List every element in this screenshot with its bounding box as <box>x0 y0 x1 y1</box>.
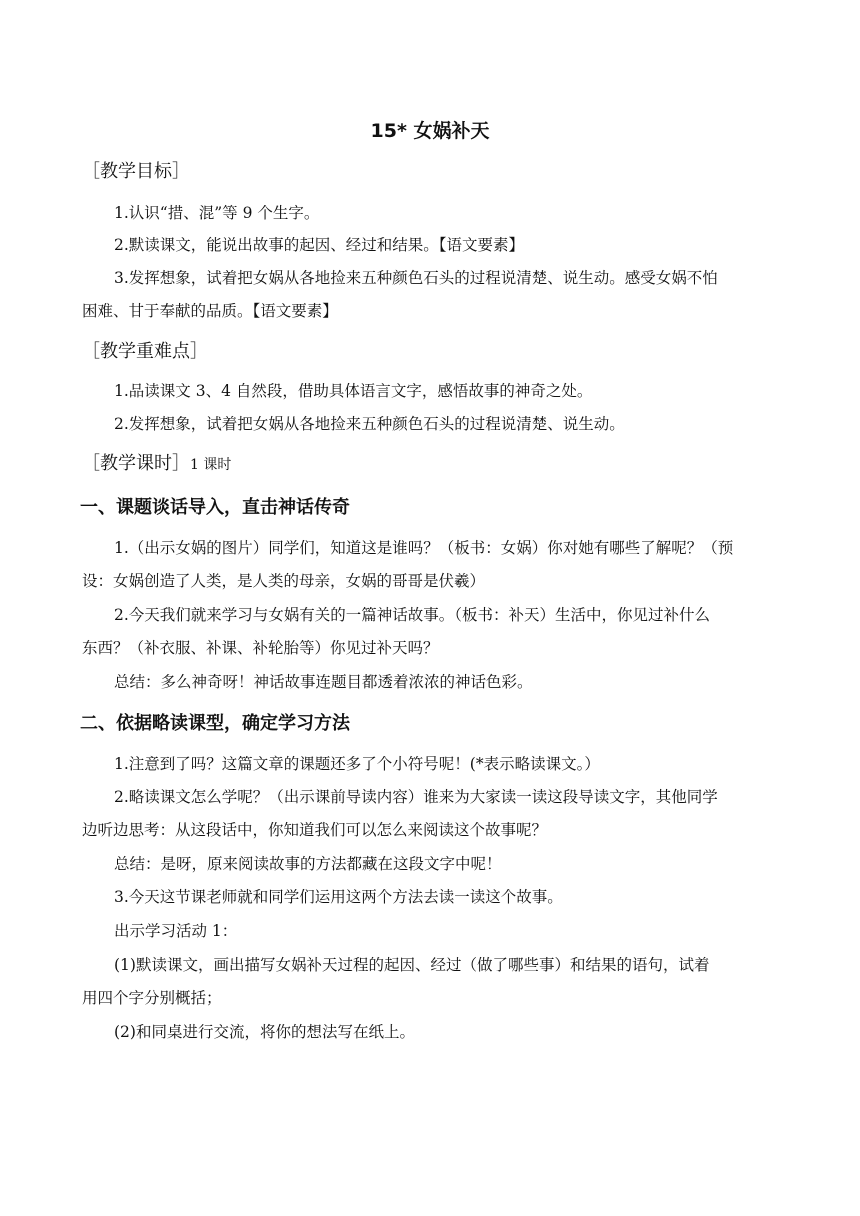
activity-label: 出示学习活动 1： <box>114 922 238 940</box>
section-1-para-1-line-2: 设：女娲创造了人类，是人类的母亲，女娲的哥哥是伏羲） <box>82 572 486 590</box>
hours-value: 1 课时 <box>190 457 232 473</box>
goal-1: 1.认识“措、混”等 9 个生字。 <box>114 204 320 222</box>
hours-label: ［教学课时］ <box>82 453 190 474</box>
keypoint-1: 1.品读课文 3、4 自然段，借助具体语言文字，感悟故事的神奇之处。 <box>114 382 593 400</box>
keypoint-2: 2.发挥想象，试着把女娲从各地捡来五种颜色石头的过程说清楚、说生动。 <box>114 415 625 433</box>
section-1-para-2-line-1: 2.今天我们就来学习与女娲有关的一篇神话故事。（板书：补天）生活中，你见过补什么 <box>114 606 711 624</box>
goal-2: 2.默读课文，能说出故事的起因、经过和结果。【语文要素】 <box>114 236 525 254</box>
goal-3-line-1: 3.发挥想象，试着把女娲从各地捡来五种颜色石头的过程说清楚、说生动。感受女娲不怕 <box>114 269 718 287</box>
goal-3-line-2: 困难、甘于奉献的品质。【语文要素】 <box>82 302 338 320</box>
keypoints-label: ［教学重难点］ <box>82 341 208 362</box>
lesson-title: 15* 女娲补天 <box>370 120 490 142</box>
section-1-summary: 总结：多么神奇呀！神话故事连题目都透着浓浓的神话色彩。 <box>114 673 533 691</box>
section-2-summary: 总结：是呀，原来阅读故事的方法都藏在这段文字中呢！ <box>114 855 502 873</box>
section-1-para-2-line-2: 东西？（补衣服、补课、补轮胎等）你见过补天吗？ <box>82 639 439 657</box>
activity-item-2: (2)和同桌进行交流，将你的想法写在纸上。 <box>114 1023 415 1041</box>
section-2-heading: 二、依据略读课型，确定学习方法 <box>80 713 350 734</box>
goals-label: ［教学目标］ <box>82 161 190 182</box>
section-2-para-3: 3.今天这节课老师就和同学们运用这两个方法去读一读这个故事。 <box>114 888 563 906</box>
activity-item-1-line-1: (1)默读课文，画出描写女娲补天过程的起因、经过（做了哪些事）和结果的语句，试着 <box>114 956 710 974</box>
hours-row <box>82 454 782 475</box>
section-1-para-1-line-1: 1.（出示女娲的图片）同学们，知道这是谁吗？（板书：女娲）你对她有哪些了解呢？（预 <box>114 539 734 557</box>
section-2-para-1: 1.注意到了吗？这篇文章的课题还多了个小符号呢！(*表示略读课文。） <box>114 755 600 773</box>
activity-item-1-line-2: 用四个字分别概括； <box>82 989 222 1007</box>
section-1-heading: 一、课题谈话导入，直击神话传奇 <box>80 497 350 518</box>
section-2-para-2-line-1: 2.略读课文怎么学呢？（出示课前导读内容）谁来为大家读一读这段导读文字，其他同学 <box>114 788 718 806</box>
section-2-para-2-line-2: 边听边思考：从这段话中，你知道我们可以怎么来阅读这个故事呢？ <box>82 821 548 839</box>
